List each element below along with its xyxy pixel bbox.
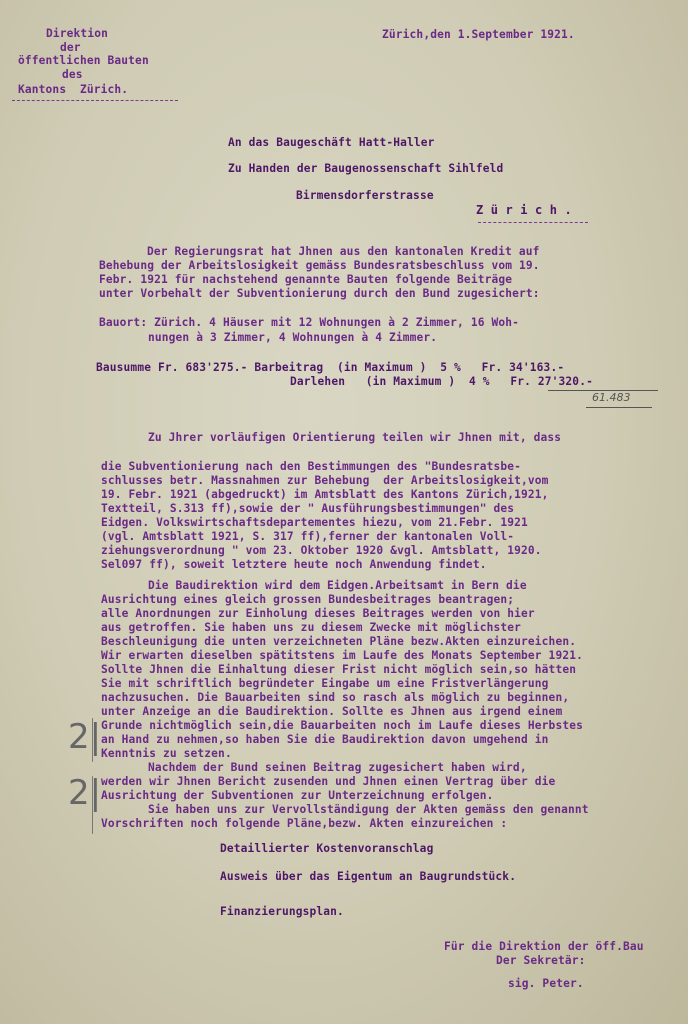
document-item-1: Detaillierter Kostenvoranschlag	[220, 842, 434, 855]
signature-line-1: Für die Direktion der öff.Bau	[444, 940, 644, 953]
finance-row-darlehen: Darlehen (in Maximum ) 4 % Fr. 27'320.-	[290, 375, 593, 388]
signature-line-2: Der Sekretär:	[496, 954, 586, 967]
city-rule	[478, 222, 588, 223]
p3-line-4: aus getroffen. Sie haben uns zu diesem Zwecke mit möglichster	[101, 621, 522, 634]
p3-line-1: Die Baudirektion wird dem Eidgen.Arbeitsamt in Bern die	[148, 579, 527, 592]
address-city: Z ü r i c h .	[476, 203, 572, 217]
p2-line-1: Zu Jhrer vorläufigen Orientierung teilen wir Jhnen mit, dass	[148, 431, 562, 444]
margin-mark-1: 2|	[68, 717, 102, 757]
p3-line-15: werden wir Jhnen Bericht zusenden und Jhnen einen Vertrag über die	[101, 775, 556, 788]
p2-line-5: Textteil, S.313 ff),sowie der " Ausführungsbestimmungen" des	[101, 502, 515, 515]
address-line-1: An das Baugeschäft Hatt-Haller	[228, 136, 435, 149]
address-line-3: Birmensdorferstrasse	[296, 189, 434, 202]
document-item-3: Finanzierungsplan.	[220, 905, 344, 918]
signature-line-3: sig. Peter.	[508, 977, 584, 990]
finance-row-barbeitrag: Bausumme Fr. 683'275.- Barbeitrag (in Maximum ) 5 % Fr. 34'163.-	[96, 361, 565, 374]
p3-line-2: Ausrichtung eines gleich grossen Bundesbeitrages beantragen;	[101, 593, 515, 606]
p3-line-6: Wir erwarten dieselben spätitstens im Laufe des Monats September 1921.	[101, 649, 583, 662]
p1-line-1: Der Regierungsrat hat Jhnen aus den kantonalen Kredit auf	[147, 245, 540, 258]
pencil-total-underline	[586, 407, 652, 408]
p1-line-2: Behebung der Arbeitslosigkeit gemäss Bundesratsbeschluss vom 19.	[99, 259, 540, 272]
p3-line-3: alle Anordnungen zur Einholung dieses Beitrages werden von hier	[101, 607, 535, 620]
authority-line-4: des	[62, 68, 83, 81]
p3-line-5: Beschleunigung die unten verzeichneten Pläne bezw.Akten einzureichen.	[101, 635, 577, 648]
p3-line-13: Kenntnis zu setzen.	[101, 747, 232, 760]
p3-line-16: Ausrichtung der Subventionen zur Unterzeichnung erfolgen.	[101, 789, 494, 802]
p3-line-14: Nachdem der Bund seinen Beitrag zugesichert haben wird,	[148, 761, 527, 774]
authority-line-2: der	[60, 41, 81, 54]
p2-line-6: Eidgen. Volkswirtschaftsdepartementes hiezu, vom 21.Febr. 1921	[101, 516, 528, 529]
margin-bracket-2	[92, 776, 93, 834]
p2-line-2: die Subventionierung nach den Bestimmungen des "Bundesratsbe-	[101, 460, 522, 473]
p3-line-8: Sie mit schriftlich begründeter Eingabe um eine Fristverlängerung	[101, 677, 549, 690]
p2-line-7: (vgl. Amtsblatt 1921, S. 317 ff),ferner der kantonalen Voll-	[101, 530, 515, 543]
p3-line-10: unter Anzeige an die Baudirektion. Sollte es Jhnen aus irgend einem	[101, 705, 563, 718]
p1-line-4: unter Vorbehalt der Subventionierung durch den Bund zugesichert:	[99, 287, 540, 300]
p3-line-17: Sie haben uns zur Vervollständigung der Akten gemäss den genannt	[148, 803, 589, 816]
margin-mark-2: 2|	[68, 773, 102, 813]
authority-line-3: öffentlichen Bauten	[18, 54, 149, 67]
p1-line-3: Febr. 1921 für nachstehend genannte Bauten folgende Beiträge	[99, 273, 513, 286]
document-item-2: Ausweis über das Eigentum an Baugrundstück.	[220, 870, 517, 883]
bauort-line-1: Bauort: Zürich. 4 Häuser mit 12 Wohnungen à 2 Zimmer, 16 Woh-	[99, 316, 520, 329]
authority-line-5: Kantons Zürich.	[18, 83, 129, 96]
margin-bracket-1	[92, 718, 93, 762]
p2-line-9: Sel097 ff), soweit letztere heute noch Anwendung findet.	[101, 558, 487, 571]
p3-line-11: Grunde nichtmöglich sein,die Bauarbeiten noch im Laufe dieses Herbstes	[101, 719, 583, 732]
letter-date: Zürich,den 1.September 1921.	[382, 28, 575, 41]
p3-line-18: Vorschriften noch folgende Pläne,bezw. Akten einzureichen :	[101, 817, 508, 830]
p3-line-12: an Hand zu nehmen,so haben Sie die Baudirektion davon umgehend in	[101, 733, 549, 746]
p2-line-8: ziehungsverordnung " vom 23. Oktober 1920 &vgl. Amtsblatt, 1920.	[101, 544, 542, 557]
p2-line-4: 19. Febr. 1921 (abgedruckt) im Amtsblatt des Kantons Zürich,1921,	[101, 488, 549, 501]
p2-line-3: schlusses betr. Massnahmen zur Behebung der Arbeitslosigkeit,vom	[101, 474, 549, 487]
bauort-line-2: nungen à 3 Zimmer, 4 Wohnungen à 4 Zimmer.	[148, 331, 438, 344]
handwritten-total: 61.483	[592, 391, 631, 404]
address-line-2: Zu Handen der Baugenossenschaft Sihlfeld	[228, 162, 504, 175]
authority-rule	[12, 100, 178, 101]
p3-line-7: Sollte Jhnen die Einhaltung dieser Frist nicht möglich sein,so hätten	[101, 663, 577, 676]
authority-line-1: Direktion	[46, 27, 108, 40]
p3-line-9: nachzusuchen. Die Bauarbeiten sind so rasch als möglich zu beginnen,	[101, 691, 570, 704]
